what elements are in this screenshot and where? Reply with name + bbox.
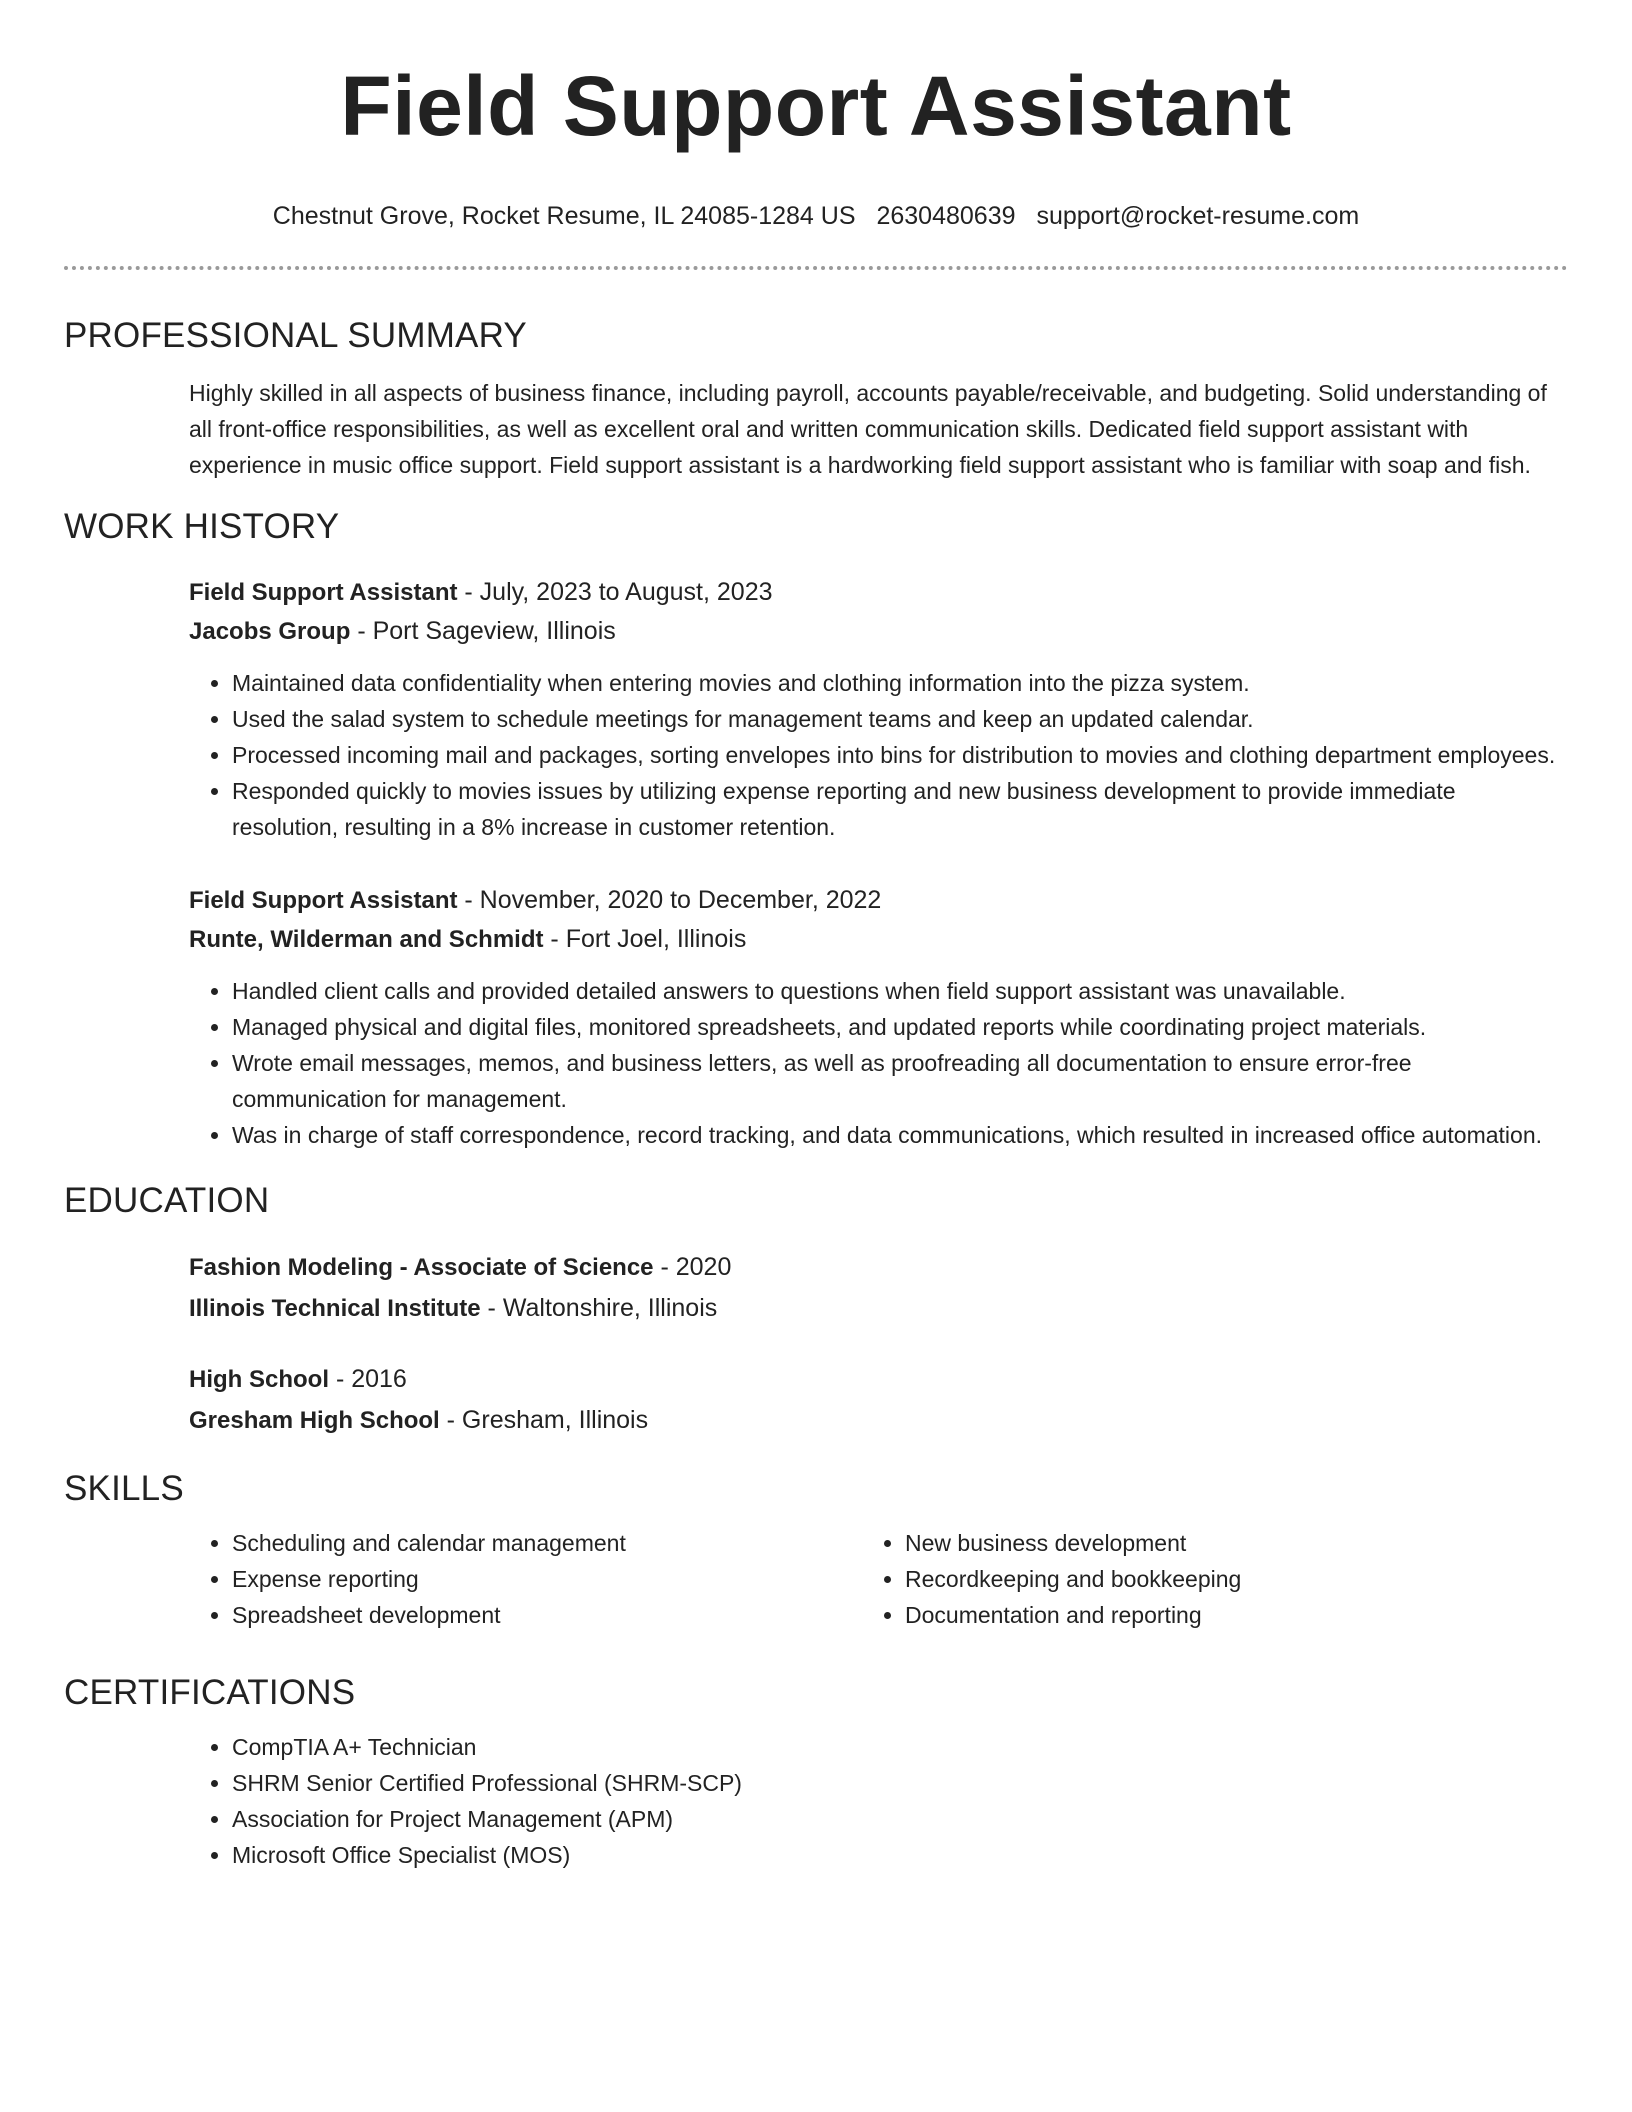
skill-item: • Spreadsheet development <box>232 1597 862 1633</box>
education-year: - 2020 <box>653 1253 732 1281</box>
summary-section <box>64 314 1568 483</box>
certification-item: • Association for Project Management (APM) <box>232 1801 1568 1837</box>
certifications-section <box>64 1671 1568 1873</box>
skill-item: • Scheduling and calendar management <box>232 1525 862 1561</box>
job-bullet: • Was in charge of staff correspondence, record tracking, and data communications, which resulted in increased office automation. <box>232 1117 1568 1153</box>
job-title-line <box>189 881 1568 920</box>
summary-text: Highly skilled in all aspects of business finance, including payroll, accounts payable/receivable, and budgeting. Solid understanding of all front-office responsibilities, as well as excellent oral and written communication skills. Dedicated field support assistant with experience in music office support. Field support assistant is a hardworking field support assistant who is familiar with soap and fish. <box>189 380 1547 478</box>
contact-line <box>64 200 1568 232</box>
education-degree: High School <box>189 1366 329 1393</box>
job-location: - Fort Joel, Illinois <box>543 925 747 953</box>
job-bullets <box>189 973 1568 1153</box>
skills-column-right <box>862 1525 1505 1633</box>
section-title-summary: PROFESSIONAL SUMMARY <box>64 316 527 355</box>
section-title-certifications: CERTIFICATIONS <box>64 1673 356 1712</box>
skills-grid <box>189 1525 1568 1633</box>
candidate-name: Field Support Assistant <box>340 59 1292 153</box>
section-title-work-history: WORK HISTORY <box>64 507 340 546</box>
education-entry <box>189 1247 1568 1329</box>
job-role: Field Support Assistant <box>189 579 458 606</box>
job-company-line <box>189 920 1568 959</box>
job-company-line <box>189 612 1568 651</box>
skill-item: • Recordkeeping and bookkeeping <box>905 1561 1505 1597</box>
job-dates: - November, 2020 to December, 2022 <box>457 886 882 914</box>
certification-item: • Microsoft Office Specialist (MOS) <box>232 1837 1568 1873</box>
certification-item: • SHRM Senior Certified Professional (SHRM-SCP) <box>232 1765 1568 1801</box>
certification-item: • CompTIA A+ Technician <box>232 1729 1568 1765</box>
education-location: - Gresham, Illinois <box>439 1406 649 1434</box>
job-location: - Port Sageview, Illinois <box>350 617 616 645</box>
job-title-line <box>189 573 1568 612</box>
skill-item: • New business development <box>905 1525 1505 1561</box>
job-bullet: • Used the salad system to schedule meetings for management teams and keep an updated calendar. <box>232 701 1568 737</box>
education-school: Illinois Technical Institute <box>189 1295 481 1322</box>
job-role: Field Support Assistant <box>189 887 458 914</box>
certification-list <box>189 1729 1568 1873</box>
education-school-line <box>189 1288 1568 1329</box>
job-entry <box>189 881 1568 1153</box>
contact-email[interactable]: support@rocket-resume.com <box>1036 202 1360 230</box>
job-bullet: • Managed physical and digital files, monitored spreadsheets, and updated reports while coordinating project materials. <box>232 1009 1568 1045</box>
job-company: Runte, Wilderman and Schmidt <box>189 926 544 953</box>
skill-item: • Documentation and reporting <box>905 1597 1505 1633</box>
job-bullet: • Handled client calls and provided detailed answers to questions when field support assistant was unavailable. <box>232 973 1568 1009</box>
skill-item: • Expense reporting <box>232 1561 862 1597</box>
job-bullet: • Responded quickly to movies issues by utilizing expense reporting and new business development to provide immediate resolution, resulting in a 8% increase in customer retention. <box>232 773 1568 845</box>
skills-section <box>64 1467 1568 1633</box>
job-entry <box>189 573 1568 845</box>
education-school-line <box>189 1400 1568 1441</box>
skills-column-left <box>189 1525 862 1633</box>
education-year: - 2016 <box>329 1365 407 1393</box>
contact-address: Chestnut Grove, Rocket Resume, IL 24085-1284 US <box>272 202 856 230</box>
job-bullet: • Processed incoming mail and packages, sorting envelopes into bins for distribution to movies and clothing department employees. <box>232 737 1568 773</box>
education-section <box>64 1179 1568 1441</box>
education-degree-line <box>189 1359 1568 1400</box>
job-bullet: • Maintained data confidentiality when entering movies and clothing information into the pizza system. <box>232 665 1568 701</box>
education-entry <box>189 1359 1568 1441</box>
section-title-skills: SKILLS <box>64 1469 184 1508</box>
education-degree-line <box>189 1247 1568 1288</box>
education-location: - Waltonshire, Illinois <box>480 1294 718 1322</box>
contact-phone: 2630480639 <box>876 202 1016 230</box>
education-school: Gresham High School <box>189 1407 440 1434</box>
header-divider <box>64 266 1568 270</box>
job-bullet: • Wrote email messages, memos, and business letters, as well as proofreading all documentation to ensure error-free communication for management. <box>232 1045 1568 1117</box>
education-degree: Fashion Modeling - Associate of Science <box>189 1254 654 1281</box>
section-title-education: EDUCATION <box>64 1181 270 1220</box>
work-history-section <box>64 505 1568 1153</box>
job-dates: - July, 2023 to August, 2023 <box>457 578 773 606</box>
job-company: Jacobs Group <box>189 618 351 645</box>
job-bullets <box>189 665 1568 845</box>
